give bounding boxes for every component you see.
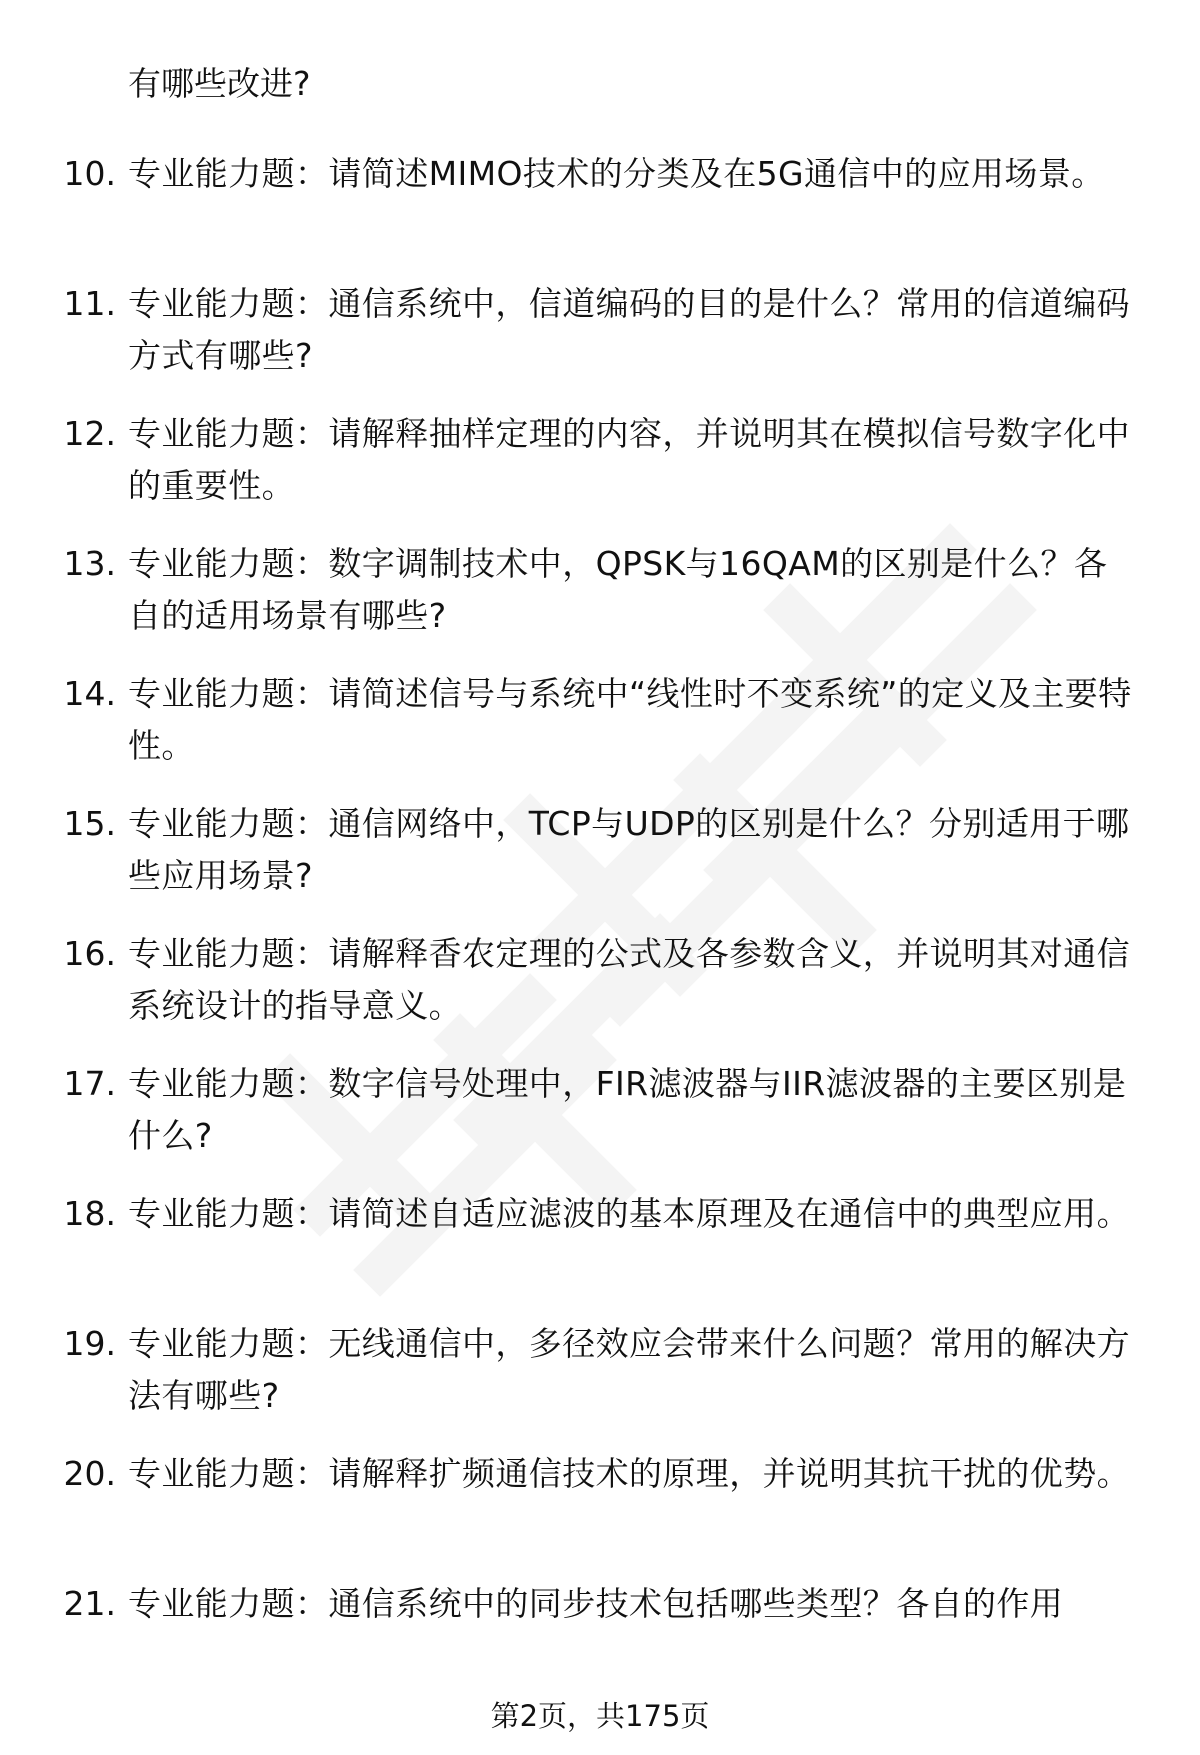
question-text: 专业能力题：请简述MIMO技术的分类及在5G通信中的应用场景。 xyxy=(128,154,1105,193)
question-text: 专业能力题：通信系统中的同步技术包括哪些类型？各自的作用 xyxy=(128,1584,1064,1623)
question-item xyxy=(0,538,1200,668)
question-number: 18. xyxy=(63,1194,116,1233)
question-item xyxy=(0,668,1200,798)
question-text: 专业能力题：无线通信中，多径效应会带来什么问题？常用的解决方法有哪些? xyxy=(128,1324,1130,1415)
question-text: 专业能力题：请简述自适应滤波的基本原理及在通信中的典型应用。 xyxy=(128,1194,1130,1233)
question-text: 专业能力题：请解释香农定理的公式及各参数含义，并说明其对通信系统设计的指导意义。 xyxy=(128,934,1130,1025)
question-number: 14. xyxy=(63,674,116,713)
question-number: 21. xyxy=(63,1584,116,1623)
question-item xyxy=(0,1448,1200,1578)
question-text: 专业能力题：请解释抽样定理的内容，并说明其在模拟信号数字化中的重要性。 xyxy=(128,414,1130,505)
question-number: 11. xyxy=(63,284,116,323)
question-item xyxy=(0,1578,1200,1708)
question-item xyxy=(0,1318,1200,1448)
question-text: 专业能力题：数字信号处理中，FIR滤波器与IIR滤波器的主要区别是什么? xyxy=(128,1064,1127,1155)
question-number: 17. xyxy=(63,1064,116,1103)
question-number: 20. xyxy=(63,1454,116,1493)
question-text: 专业能力题：请简述信号与系统中“线性时不变系统”的定义及主要特性。 xyxy=(128,674,1132,765)
question-item xyxy=(0,408,1200,538)
question-item xyxy=(0,928,1200,1058)
question-number: 19. xyxy=(63,1324,116,1363)
question-item xyxy=(0,278,1200,408)
question-number: 16. xyxy=(63,934,116,973)
question-text: 专业能力题：数字调制技术中，QPSK与16QAM的区别是什么？各自的适用场景有哪些? xyxy=(128,544,1108,635)
question-number: 15. xyxy=(63,804,116,843)
question-text: 专业能力题：通信系统中，信道编码的目的是什么？常用的信道编码方式有哪些? xyxy=(128,284,1130,375)
question-number: 12. xyxy=(63,414,116,453)
page-footer: 第2页，共175页 xyxy=(490,1699,710,1733)
question-text: 专业能力题：通信网络中，TCP与UDP的区别是什么？分别适用于哪些应用场景? xyxy=(128,804,1130,895)
continuation-text: 有哪些改进? xyxy=(128,64,311,103)
question-text: 专业能力题：请解释扩频通信技术的原理，并说明其抗干扰的优势。 xyxy=(128,1454,1130,1493)
question-number: 13. xyxy=(63,544,116,583)
question-item xyxy=(0,148,1200,278)
question-item xyxy=(0,1058,1200,1188)
question-item xyxy=(0,798,1200,928)
question-item xyxy=(0,1188,1200,1318)
question-list xyxy=(0,148,1200,1708)
question-number: 10. xyxy=(63,154,116,193)
